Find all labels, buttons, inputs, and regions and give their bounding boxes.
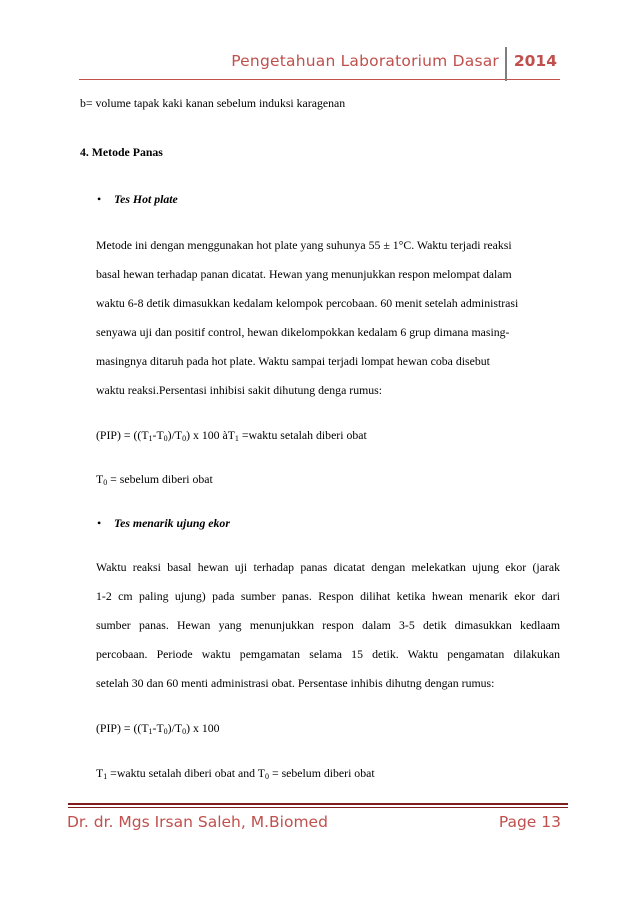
formula-text: ) x 100 àT	[186, 428, 235, 442]
subscript: 1	[148, 434, 153, 443]
paragraph-line: setelah 30 dan 60 menti administrasi obat. Persentase inhibis dihutng dengan rumus:	[96, 676, 495, 690]
header-year: 2014	[513, 52, 557, 70]
t0-definition	[96, 472, 213, 486]
paragraph-line: senyawa uji dan positif control, hewan dikelompokkan kedalam 6 grup dimana masing-	[96, 325, 510, 339]
subscript: 0	[265, 772, 270, 781]
paragraph-line: sumber panas. Hewan yang menunjukkan respon dalam 3-5 detik dimasukkan kedlaam	[96, 618, 560, 632]
subscript: 1	[148, 727, 153, 736]
formula-text: T	[96, 472, 104, 486]
section-heading: 4. Metode Panas	[80, 145, 163, 159]
bullet-title-tail-flick: Tes menarik ujung ekor	[114, 516, 230, 530]
formula-text: = sebelum diberi obat	[107, 472, 213, 486]
formula-text: )/T	[167, 721, 183, 735]
formula-pip-hot-plate	[96, 428, 367, 442]
formula-text: =waktu setalah diberi obat	[238, 428, 367, 442]
subscript: 1	[103, 772, 108, 781]
header-separator	[505, 47, 507, 81]
subscript: 0	[163, 727, 168, 736]
formula-pip-tail-flick	[96, 721, 220, 735]
formula-text: (PIP) = ((T	[96, 428, 149, 442]
t1-t0-definition	[96, 766, 375, 780]
bullet-dot: •	[97, 192, 102, 206]
paragraph-line: masingnya ditaruh pada hot plate. Waktu sampai terjadi lompat hewan coba disebut	[96, 354, 490, 368]
paragraph-line: Metode ini dengan menggunakan hot plate yang suhunya 55 ± 1°C. Waktu terjadi reaksi	[96, 238, 512, 252]
subscript: 0	[103, 478, 108, 487]
formula-text: (PIP) = ((T	[96, 721, 149, 735]
header-title: Pengetahuan Laboratorium Dasar	[231, 52, 499, 70]
paragraph-line: percobaan. Periode waktu pemgamatan selama 15 detik. Waktu pengamatan dilakukan	[96, 647, 560, 661]
formula-text: ) x 100	[186, 721, 220, 735]
formula-text: =waktu setalah diberi obat and T	[107, 766, 266, 780]
footer-divider	[68, 803, 568, 808]
subscript: 0	[182, 727, 187, 736]
bullet-dot: •	[97, 516, 102, 530]
bullet-title-hot-plate: Tes Hot plate	[114, 192, 178, 206]
paragraph-line: Waktu reaksi basal hewan uji terhadap panas dicatat dengan melekatkan ujung ekor (jarak	[96, 560, 560, 574]
text-line-b: b= volume tapak kaki kanan sebelum induksi karagenan	[80, 96, 346, 110]
subscript: 0	[182, 434, 187, 443]
paragraph-line: basal hewan terhadap panan dicatat. Hewan yang menunjukkan respon melompat dalam	[96, 267, 512, 281]
formula-text: = sebelum diberi obat	[269, 766, 375, 780]
formula-text: )/T	[167, 428, 183, 442]
paragraph-line: waktu reaksi.Persentasi inhibisi sakit dihutung denga rumus:	[96, 383, 383, 397]
footer-page-number: Page 13	[498, 813, 561, 831]
subscript: 1	[234, 434, 239, 443]
paragraph-line: waktu 6-8 detik dimasukkan kedalam kelompok percobaan. 60 menit setelah administrasi	[96, 296, 519, 310]
paragraph-line: 1-2 cm paling ujung) pada sumber panas. Respon dilihat ketika hwean menarik ekor dari	[96, 589, 560, 603]
footer-author: Dr. dr. Mgs Irsan Saleh, M.Biomed	[67, 813, 328, 831]
formula-text: T	[96, 766, 104, 780]
formula-text: -T	[152, 428, 164, 442]
formula-text: -T	[152, 721, 164, 735]
subscript: 0	[163, 434, 168, 443]
page-header	[79, 47, 560, 80]
